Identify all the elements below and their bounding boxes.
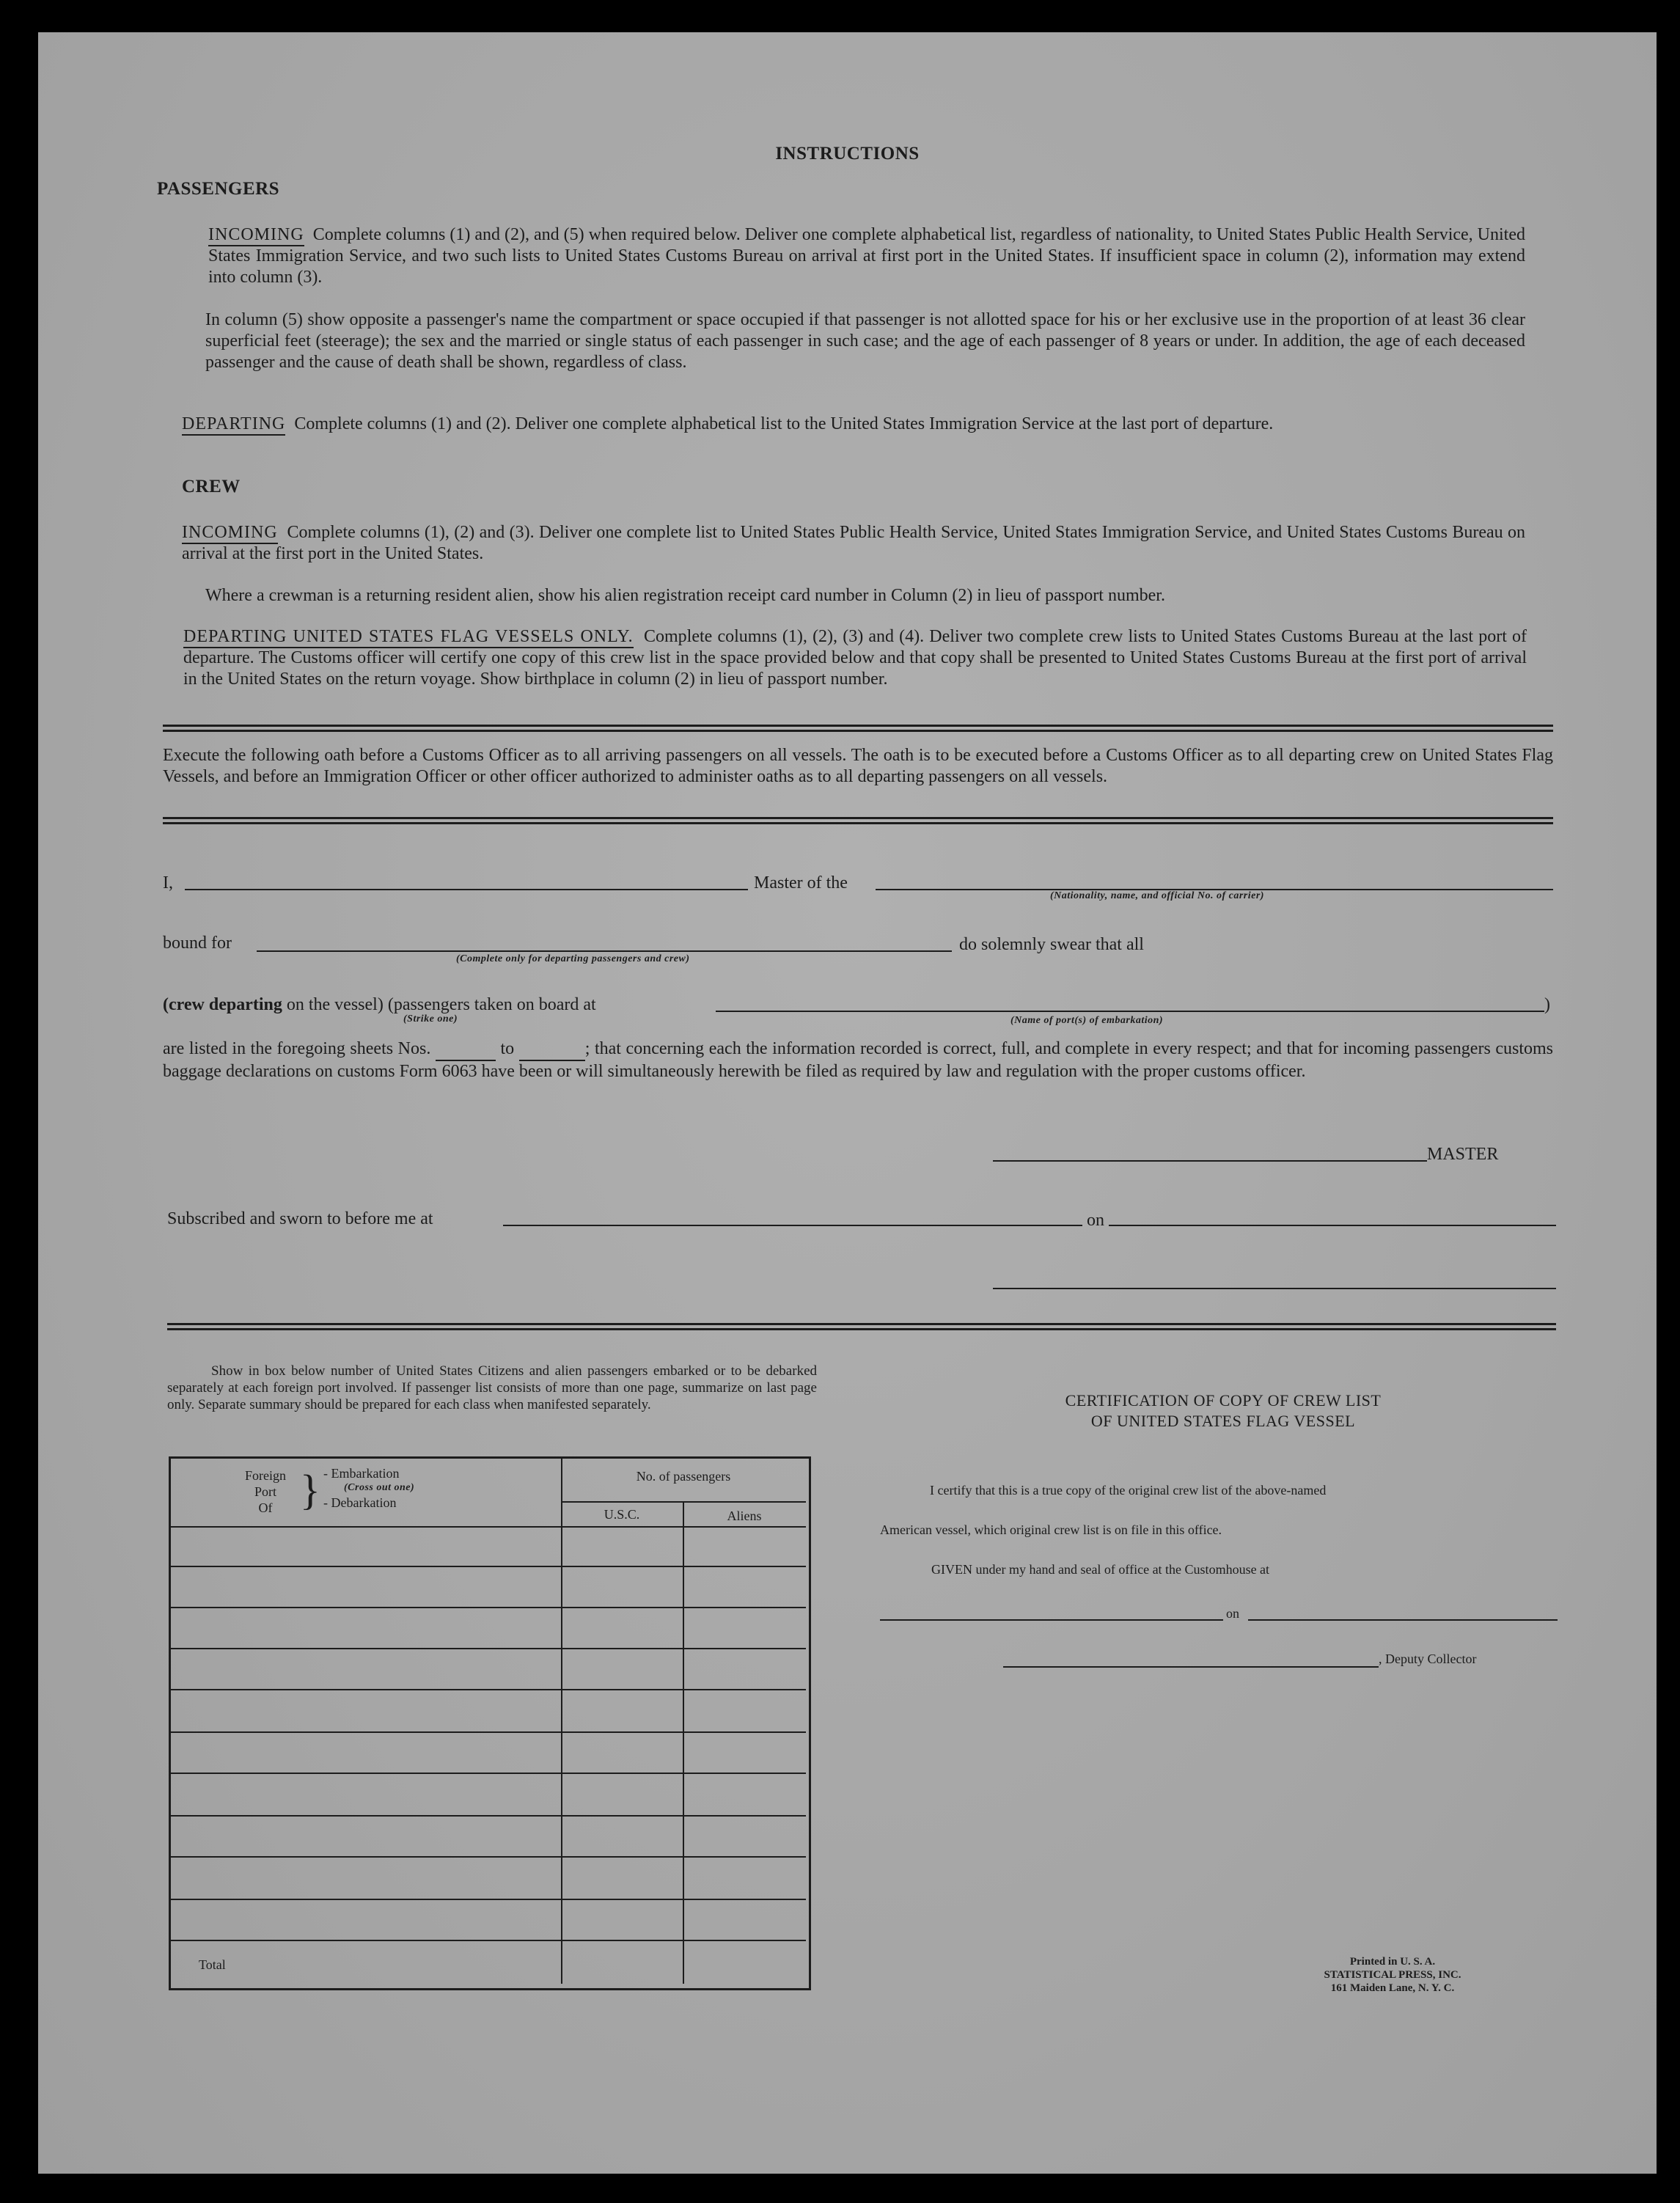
listed-text-b: ; that concerning each the information recorded is correct, full, and complete in every respect; and that for incoming passengers customs baggage declarations on customs Form 6063 have been or will simultaneously herewith be filed as required by law and regulation with the proper customs officer. [163, 1039, 1554, 1081]
embarkation-label: - Embarkation [323, 1466, 400, 1481]
certification-on-label: on [1226, 1606, 1239, 1621]
table-row [171, 1648, 806, 1649]
customhouse-field[interactable] [880, 1619, 1223, 1621]
cross-out-note: (Cross out one) [344, 1482, 415, 1493]
strike-one-note: (Strike one) [403, 1013, 458, 1024]
ports-note: (Name of port(s) of embarkation) [1010, 1015, 1164, 1026]
deputy-signature-line[interactable] [1003, 1666, 1379, 1668]
passengers-heading: PASSENGERS [157, 179, 280, 199]
crew-incoming-paragraph [182, 522, 1525, 565]
master-name-field[interactable] [185, 889, 748, 890]
certification-title [900, 1390, 1546, 1432]
bound-for-label: bound for [163, 934, 232, 953]
crew-departing-paragraph [183, 626, 1527, 690]
of-label: Of [258, 1500, 273, 1515]
debarkation-label: - Debarkation [323, 1495, 397, 1510]
bound-for-field[interactable] [257, 950, 952, 952]
header-sub-rule [561, 1501, 806, 1503]
table-row [171, 1566, 806, 1567]
subscribed-date-field[interactable] [1109, 1225, 1556, 1226]
double-rule-bottom [167, 1323, 1556, 1330]
passengers-incoming-label: INCOMING [208, 225, 304, 246]
port-label: Port [254, 1484, 276, 1499]
deputy-collector-label: , Deputy Collector [1379, 1652, 1477, 1666]
double-rule-top [163, 725, 1553, 732]
given-text: GIVEN under my hand and seal of office at the Customhouse at [931, 1562, 1270, 1577]
crew-heading: CREW [182, 477, 241, 496]
brace-icon: } [300, 1466, 320, 1514]
col-divider-2 [683, 1503, 684, 1984]
table-row [171, 1773, 806, 1774]
passengers-departing-label: DEPARTING [182, 414, 285, 436]
aliens-header: Aliens [727, 1509, 762, 1523]
crew-passengers-line [163, 994, 596, 1016]
master-of-the-label: Master of the [754, 873, 848, 892]
certify-line2: American vessel, which original crew list is on file in this office. [880, 1522, 1222, 1537]
crew-departing-bold: (crew departing [163, 995, 282, 1014]
subscribed-on-label: on [1087, 1211, 1104, 1230]
on-vessel-text: on the vessel) (passengers taken on board at [286, 995, 596, 1014]
certification-date-field[interactable] [1248, 1619, 1558, 1621]
instructions-title: INSTRUCTIONS [775, 144, 920, 164]
close-paren: ) [1544, 995, 1550, 1014]
printer-line3: 161 Maiden Lane, N. Y. C. [1330, 1982, 1455, 1994]
listed-to: to [500, 1039, 515, 1058]
passenger-summary-table [169, 1456, 811, 1990]
officer-signature-line[interactable] [993, 1288, 1556, 1289]
table-row [171, 1815, 806, 1817]
swear-text: do solemnly swear that all [959, 935, 1144, 954]
carrier-note: (Nationality, name, and official No. of carrier) [1050, 890, 1264, 901]
embarkation-port-field[interactable] [716, 1011, 1544, 1012]
master-signature-label: MASTER [1427, 1145, 1499, 1164]
listed-text-a: are listed in the foregoing sheets Nos. [163, 1039, 431, 1058]
crew-departing-label: DEPARTING UNITED STATES FLAG VESSELS ONLY. [183, 627, 634, 648]
certify-line1: I certify that this is a true copy of the original crew list of the above-named [930, 1483, 1327, 1498]
printer-line2: STATISTICAL PRESS, INC. [1324, 1969, 1461, 1981]
table-row [171, 1689, 806, 1690]
table-row [171, 1940, 806, 1941]
no-passengers-header: No. of passengers [636, 1469, 731, 1484]
listed-paragraph [163, 1038, 1553, 1082]
foreign-port-label [232, 1467, 298, 1516]
crew-incoming-label: INCOMING [182, 523, 278, 544]
oath-i-label: I, [163, 873, 173, 892]
printer-imprint [1294, 1955, 1492, 1995]
sheet-to-field[interactable] [519, 1038, 585, 1061]
bound-for-note: (Complete only for departing passengers and crew) [456, 953, 690, 964]
usc-header: U.S.C. [604, 1507, 640, 1522]
passengers-departing-paragraph [182, 414, 1525, 435]
foreign-label: Foreign [245, 1468, 286, 1483]
double-rule-middle [163, 817, 1553, 824]
crew-departing-text: Complete columns (1), (2), (3) and (4). Deliver two complete crew lists to United States Customs Bureau at the last port of departure. The Customs officer will certify one copy of this crew list in the space provided below and that copy shall be presented to United States Customs Bureau at the first port of arrival in the United States on the return voyage. Show birthplace in column (2) in lieu of passport number. [183, 627, 1527, 689]
sheet-from-field[interactable] [436, 1038, 496, 1061]
crewman-paragraph: Where a crewman is a returning resident alien, show his alien registration receipt card number in Column (2) in lieu of passport number. [205, 586, 1165, 605]
column5-paragraph: In column (5) show opposite a passenger's name the compartment or space occupied if that passenger is not allotted space for his or her exclusive use in the proportion of at least 36 clear superficial feet (steerage); the sex and the married or single status of each passenger in such case; and the age of each passenger of 8 years or under. In addition, the age of each deceased passenger and the cause of death shall be shown, regardless of class. [205, 310, 1525, 372]
oath-instruction: Execute the following oath before a Customs Officer as to all arriving passengers on all vessels. The oath is to be executed before a Customs Officer as to all departing crew on United States Flag Vessels, and before an Immigration Officer or other officer authorized to administer oaths as to all departing passengers on all vessels. [163, 746, 1553, 786]
header-bottom-rule [171, 1526, 806, 1528]
total-label: Total [199, 1957, 226, 1972]
table-row [171, 1607, 806, 1608]
passengers-incoming-text: Complete columns (1) and (2), and (5) when required below. Deliver one complete alphabetical list, regardless of nationality, to United States Public Health Service, United States Immigration Service, and two such lists to United States Customs Bureau on arrival at first port in the United States. If insufficient space in column (2), information may extend into column (3). [208, 225, 1526, 287]
crew-incoming-text: Complete columns (1), (2) and (3). Deliver one complete list to United States Public Health Service, United States Immigration Service, and United States Customs Bureau on arrival at the first port in the United States. [182, 523, 1526, 563]
col-divider-1 [561, 1459, 562, 1984]
form-page [38, 32, 1657, 2174]
summary-instructions: Show in box below number of United States Citizens and alien passengers embarked or to be debarked separately at each foreign port involved. If passenger list consists of more than one page, summarize on last page only. Separate summary should be prepared for each class when manifested separately. [167, 1363, 817, 1412]
passengers-departing-text: Complete columns (1) and (2). Deliver one complete alphabetical list to the United States Immigration Service at the last port of departure. [294, 414, 1274, 433]
subscribed-place-field[interactable] [503, 1225, 1082, 1226]
table-row [171, 1856, 806, 1858]
passengers-incoming-paragraph [208, 224, 1525, 288]
certification-title-line1: CERTIFICATION OF COPY OF CREW LIST [1065, 1391, 1382, 1410]
embark-debark-labels [323, 1466, 414, 1510]
table-row [171, 1899, 806, 1900]
table-row [171, 1731, 806, 1733]
printer-line1: Printed in U. S. A. [1349, 1956, 1436, 1968]
certification-title-line2: OF UNITED STATES FLAG VESSEL [1090, 1412, 1356, 1430]
master-signature-line[interactable] [993, 1160, 1427, 1162]
subscribed-label: Subscribed and sworn to before me at [167, 1209, 433, 1228]
